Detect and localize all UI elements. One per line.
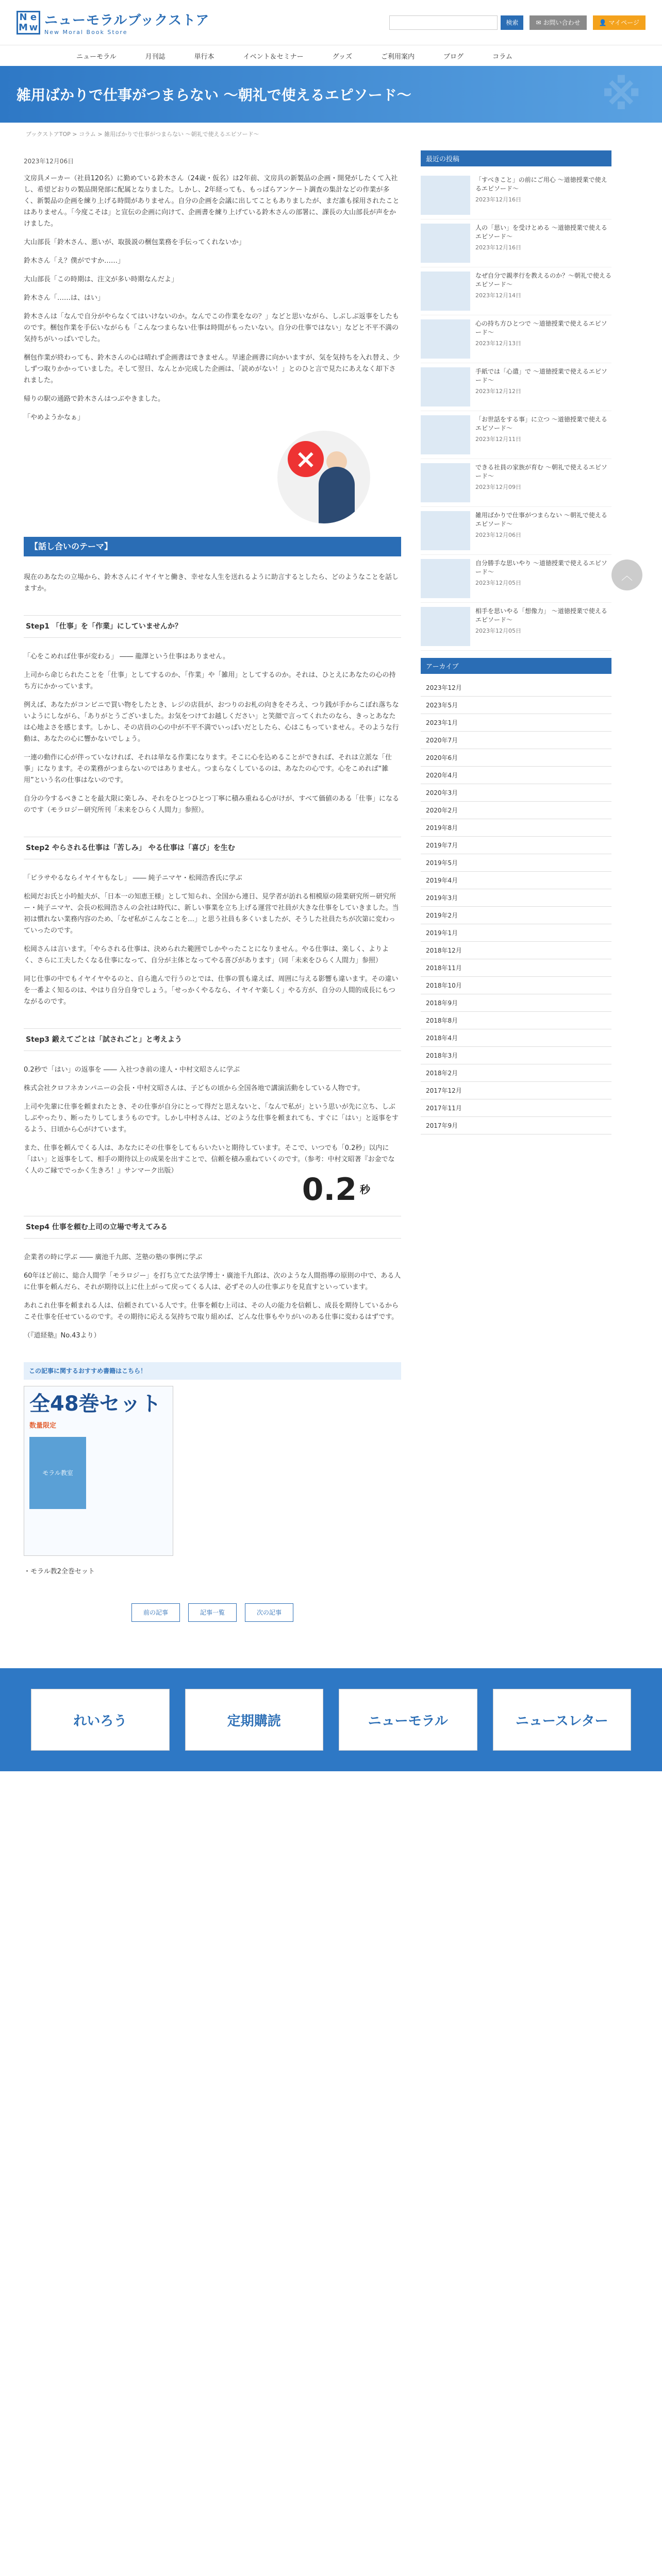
logo-mark-icon: N e M w <box>16 11 40 35</box>
archive-item[interactable]: 2018年2月 <box>421 1064 611 1082</box>
post-title: 「お世話をする事」に立つ ～道徳授業で使えるエピソード～ <box>475 416 607 432</box>
article-paragraph: 一連の動作に心が伴っていなければ、それは単なる作業になります。そこに心を込めることができれば、それは立派な「仕事」になります。その業務がつまらないのではありません。つまらなくしているのは、あなたの心です。心をこめれば“雑用”という名の仕事はないのです。 <box>24 754 392 784</box>
post-title: なぜ自分で親孝行を教えるのか？～朝礼で使えるエピソード～ <box>475 272 612 288</box>
post-thumbnail <box>421 607 470 646</box>
illustration <box>24 431 370 523</box>
contact-button[interactable]: ✉ お問い合わせ <box>529 15 586 30</box>
search-button[interactable]: 検索 <box>501 15 523 30</box>
archive-item[interactable]: 2019年1月 <box>421 924 611 942</box>
archive-item[interactable]: 2019年8月 <box>421 819 611 837</box>
illustration-circle <box>277 431 370 523</box>
nav-item-guide[interactable]: ご利用案内 <box>381 53 415 61</box>
person-body <box>319 467 355 523</box>
main-nav <box>0 45 662 66</box>
next-article-button[interactable]: 次の記事 <box>245 1603 293 1622</box>
post-date: 2023年12月05日 <box>475 628 521 634</box>
recent-post-item[interactable] <box>421 459 611 507</box>
archive-item[interactable]: 2019年3月 <box>421 889 611 907</box>
recent-post-item[interactable] <box>421 315 611 363</box>
search-area <box>389 15 646 30</box>
archive-item[interactable]: 2023年5月 <box>421 697 611 714</box>
page-hero <box>0 66 662 123</box>
archive-item[interactable]: 2023年12月 <box>421 679 611 697</box>
nav-item-books[interactable]: 単行本 <box>194 53 214 61</box>
nav-item-events[interactable]: イベント＆セミナー <box>243 53 304 61</box>
archive-item[interactable]: 2019年4月 <box>421 872 611 889</box>
archive-item[interactable]: 2018年3月 <box>421 1047 611 1064</box>
article-paragraph: 株式会社クロフネカンパニーの会長・中村文昭さんは、子どもの頃から全国各地で講演活動をしている人物です。 <box>24 1084 365 1092</box>
archive-item[interactable]: 2018年11月 <box>421 959 611 977</box>
cross-icon: × <box>288 441 324 477</box>
post-thumbnail <box>421 463 470 502</box>
post-title: 人の「思い」を受けとめる ～道徳授業で使えるエピソード～ <box>475 224 607 240</box>
article-paragraph: また、仕事を頼んでくる人は、あなたにその仕事をしてもらいたいと期待しています。そこで、いつでも「0.2秒」以内に「はい」と返事をして、相手の期待以上の成果を出すことで、信頼を積み重ねていくのです。（参考：中村文昭著『お金でなく人のご縁ででっかく生きろ！』サンマーク出版） <box>24 1144 395 1175</box>
book-cover: モラル教室 <box>29 1437 86 1509</box>
back-to-top-button[interactable] <box>611 560 642 590</box>
post-title: できる社員の家族が育む ～朝礼で使えるエピソード～ <box>475 464 607 480</box>
post-title: 手紙では「心遣」で ～道徳授業で使えるエピソード～ <box>475 368 607 384</box>
article-paragraph: 鈴木さんは「なんで自分がやらなくてはいけないのか。なんでこの作業をなの？」などと思いながら、しぶしぶ返事をしたものです。梱包作業を手伝いながらも「こんなつまらない仕事は時間がもったいない。自分の仕事ではない」などと不平不満の気持ちがいっぱいでした。 <box>24 313 400 343</box>
recent-post-item[interactable] <box>421 555 611 603</box>
nav-item-newmoral[interactable]: ニューモラル <box>76 53 117 61</box>
article-paragraph: 60年ほど前に、総合人間学「モラロジー」を打ち立てた法学博士・廣池千九郎は、次のような人間指導の原則の中で、ある人に仕事を頼んだら、それが期待以上に仕上がって戻ってくる人は、必ずその人の仕事ぶりを見直すといっています。 <box>24 1272 401 1291</box>
promo-link[interactable]: ・モラル教2全巻セット <box>24 1568 95 1575</box>
archive-item[interactable]: 2017年12月 <box>421 1082 611 1099</box>
seconds-label: 0.2 秒 <box>302 1172 370 1208</box>
archive-item[interactable]: 2018年9月 <box>421 994 611 1012</box>
step1-heading: Step1 「仕事」を「作業」にしていませんか？ <box>24 615 401 638</box>
post-title: 「すべきこと」の前にご用心 ～道徳授業で使えるエピソード～ <box>475 176 607 192</box>
archive-item[interactable]: 2019年2月 <box>421 907 611 924</box>
post-title: 相手を思いやる「想像力」 ～道徳授業で使えるエピソード～ <box>475 607 607 623</box>
archive-item[interactable]: 2020年6月 <box>421 749 611 767</box>
recent-post-item[interactable] <box>421 172 611 219</box>
mypage-button[interactable]: 👤 マイページ <box>593 15 646 30</box>
book-promo-title: 全48巻セット <box>29 1392 161 1416</box>
article-paragraph: 現在のあなたの立場から、鈴木さんにイヤイヤと働き、幸せな人生を送れるように助言するとしたら、どのようなことを話しますか。 <box>24 573 399 592</box>
site-logo[interactable] <box>16 10 209 36</box>
step2-heading: Step2 やらされる仕事は「苦しみ」 やる仕事は「喜び」を生む <box>24 837 401 859</box>
article-paragraph: 上司や先輩に仕事を頼まれたとき、その仕事が自分にとって得だと思えないと、「なんで私が」という思いが先に立ち、しぶしぶやったり、断ったりしてしまうものです。しかし中村さんは、どのような仕事を頼まれても、すぐに「はい」と返事をするよう、日頃から心がけています。 <box>24 1103 399 1133</box>
recent-post-item[interactable] <box>421 267 611 315</box>
recent-post-item[interactable] <box>421 411 611 459</box>
article-paragraph: 松岡さんは言います。「やらされる仕事は、決められた範囲でしかやったことになりません。やる仕事は、楽しく、よりよく、さらに工夫したくなる仕事になって、自分が主体となってやる喜びがあります」（同「未来をひらく人間力」参照） <box>24 945 389 964</box>
post-thumbnail <box>421 319 470 359</box>
post-date: 2023年12月11日 <box>475 436 521 443</box>
user-icon: 👤 <box>599 19 607 26</box>
article-date: 2023年12月06日 <box>24 158 74 165</box>
archive-item[interactable]: 2017年11月 <box>421 1099 611 1117</box>
archive-item[interactable]: 2018年10月 <box>421 977 611 994</box>
page-title: 雑用ばかりで仕事がつまらない ～朝礼で使えるエピソード～ <box>16 87 411 104</box>
article-quote: 「やめようかなぁ」 <box>24 414 85 421</box>
post-date: 2023年12月13日 <box>475 340 521 347</box>
breadcrumb[interactable]: ブックストアTOP > コラム > 雑用ばかりで仕事がつまらない ～朝礼で使えるエピソード～ <box>26 131 259 138</box>
recent-post-item[interactable] <box>421 603 611 651</box>
recent-post-item[interactable] <box>421 219 611 267</box>
article-paragraph: 例えば、あなたがコンビニで買い物をしたとき、レジの店員が、おつりのお札の向きをそろえ、つり銭が手からこぼれ落ちないようにしながら、「ありがとうございました。お気をつけてお越しください」と笑顔で言ってくれたのなら、きっとあなたは心地よさを感じます。しかし、その店員の心の中が不平不満でいっぱいだとしたら、心はこもっていません。そのような行動は、あなたの心に響かないでしょう。 <box>24 701 399 743</box>
article-paragraph: 梱包作業が終わっても、鈴木さんの心は晴れず企画書はできません。早速企画書に向かいますが、気を気持ちを入れ替え、少しずつ取りかかっていました。そして翌日、なんとか完成した企画は、「読めがない！」とのひと言で見たにあえなく却下されました。 <box>24 354 400 384</box>
archive-item[interactable]: 2023年1月 <box>421 714 611 732</box>
archive-item[interactable]: 2018年8月 <box>421 1012 611 1029</box>
logo-title: ニューモラルブックストア <box>44 12 210 28</box>
step4-heading: Step4 仕事を頼む上司の立場で考えてみる <box>24 1216 401 1239</box>
post-title: 自分勝手な思いやり ～道徳授業で使えるエピソード～ <box>475 560 607 575</box>
article-paragraph: 自分の今するべきことを最大限に楽しみ、それをひとつひとつ丁寧に積み重ねる心がけが、すべて価値のある「仕事」になるのです（モラロジー研究所刊「未来をひらく人間力」参照）。 <box>24 795 400 814</box>
article-paragraph: 帰りの駅の通路で鈴木さんはつぶやきました。 <box>24 395 165 403</box>
article-paragraph: 同じ仕事の中でもイヤイヤやるのと、自ら進んで行うのとでは、仕事の質も違えば、周囲に与える影響も違います。その違いを一番よく知るのは、やはり自分自身でしょう。「せっかくやるなら、イヤイヤ楽しく」やる方が、自分の人間的成長にもつながるのです。 <box>24 975 399 1006</box>
footer-banners <box>0 1668 662 1771</box>
banner-subscription[interactable]: 定期購読 <box>185 1689 324 1751</box>
post-thumbnail <box>421 176 470 215</box>
archive-item[interactable]: 2020年4月 <box>421 767 611 784</box>
site-header <box>0 0 662 45</box>
banner-newmoral[interactable]: ニューモラル <box>339 1689 477 1751</box>
step-quote: 0.2秒で「はい」の返事を ―― 入社つき前の達人・中村文昭さんに学ぶ <box>24 1066 240 1074</box>
article-source: （『道経塾』No.43より） <box>24 1332 101 1340</box>
dialogue-line: 大山部長「鈴木さん、悪いが、取扱説の梱包業務を手伝ってくれないか」 <box>24 239 245 246</box>
book-promo-card[interactable] <box>24 1386 173 1556</box>
sidebar <box>421 145 611 1653</box>
article <box>16 145 408 1653</box>
dialogue-line: 鈴木さん「え？僕がですか……」 <box>24 257 125 265</box>
promo-area <box>24 1386 401 1556</box>
archive-item[interactable]: 2020年7月 <box>421 732 611 749</box>
post-date: 2023年12月06日 <box>475 532 521 538</box>
post-thumbnail <box>421 559 470 598</box>
archive-item[interactable]: 2019年5月 <box>421 854 611 872</box>
post-thumbnail <box>421 511 470 550</box>
seconds-illustration <box>24 1172 370 1208</box>
nav-item-column[interactable]: コラム <box>492 53 512 61</box>
archive-item[interactable]: 2017年9月 <box>421 1117 611 1134</box>
article-pager <box>24 1603 401 1622</box>
prev-article-button[interactable]: 前の記事 <box>131 1603 180 1622</box>
post-date: 2023年12月12日 <box>475 388 521 395</box>
dialogue-line: 大山部長「この時期は、注文が多い時期なんだよ」 <box>24 276 178 283</box>
chevron-up-icon: ︿ <box>621 569 633 583</box>
step3-heading: Step3 鍛えてごとは「試されごと」と考えよう <box>24 1028 401 1051</box>
book-promo-badge: 数量限定 <box>29 1422 57 1430</box>
article-list-button[interactable]: 記事一覧 <box>188 1603 237 1622</box>
post-date: 2023年12月09日 <box>475 484 521 490</box>
post-thumbnail <box>421 272 470 311</box>
article-paragraph: 文房具メーカー（社員120名）に勤めている鈴木さん（24歳・仮名）は2年前、文房具の新製品の企画・開発がしたくて入社し、希望どおりの製品開発部に配属となりました。しかし、2年経っても、もっぱらアンケート調査の集計などの作業が多く、新製品の企画を練り上げる時間がありません。自分の企画を会議に出してこともありましたが、まだ誰も採用されたことはありません。「今度こそは」と宣伝の企画に向けて、企画書を練り上げている鈴木さんの部署に、課長の大山部長が声をかけました。 <box>24 175 400 228</box>
article-paragraph: 上司から命じられたことを「仕事」としてするのか、「作業」や「雑用」としてするのか。それは、ひとえにあなたの心の持ち方にかかっています。 <box>24 671 396 690</box>
step-quote: 「心をこめれば仕事が変わる」 ―― 龍澤という仕事はありません。 <box>24 653 230 660</box>
post-title: 心の持ち方ひとつで ～道徳授業で使えるエピソード～ <box>475 320 607 336</box>
recent-posts-heading: 最近の投稿 <box>421 150 611 166</box>
recent-post-item[interactable] <box>421 363 611 411</box>
promo-heading: この記事に関するおすすめ書籍はこちら！ <box>24 1362 401 1380</box>
archive-item[interactable]: 2019年7月 <box>421 837 611 854</box>
archive-heading: アーカイブ <box>421 658 611 674</box>
post-thumbnail <box>421 367 470 406</box>
post-date: 2023年12月05日 <box>475 580 521 586</box>
theme-heading: 【話し合いのテーマ】 <box>24 537 401 556</box>
banner-newsletter[interactable]: ニュースレター <box>493 1689 632 1751</box>
archive-item[interactable]: 2018年12月 <box>421 942 611 959</box>
mail-icon: ✉ <box>536 19 541 26</box>
banner-reirou[interactable]: れいろう <box>31 1689 170 1751</box>
hero-decoration: ※ <box>601 71 641 119</box>
step-quote: 企業者の時に学ぶ ―― 廣池千九郎、芝塾の塾の事例に学ぶ <box>24 1253 203 1261</box>
post-thumbnail <box>421 415 470 454</box>
nav-item-goods[interactable]: グッズ <box>332 53 353 61</box>
post-date: 2023年12月16日 <box>475 196 521 203</box>
post-thumbnail <box>421 224 470 263</box>
article-paragraph: あれこれ仕事を頼まれる人は、信頼されている人です。仕事を頼む上司は、その人の能力を信頼し、成長を期待しているからこそ仕事を任せているのです。その期待に応える気持ちで取り組めば、どんな仕事もやりがいのある仕事に変わるはずです。 <box>24 1302 399 1321</box>
article-paragraph: 松岡だお氏と小吟鮭夫が、「日本一の知恵王様」として知られ、全国から連日、見学者が訪れる相模原の陸業研究所ー研究所ー・純子ニマヤ、会長の松岡浩さんの会社は時代に、新しい事業を立ち上げる運営で社員が大きな仕事をしていきました。当初は慣れない業務内容のため、「なぜ私がこんなことを…」と思う社員も多くいましたが、そうした社員たちが次第に変わっていったのです。 <box>24 893 399 935</box>
archive-item[interactable]: 2018年4月 <box>421 1029 611 1047</box>
nav-item-blog[interactable]: ブログ <box>443 53 464 61</box>
logo-subtitle: New Moral Book Store <box>44 28 128 36</box>
archive-item[interactable]: 2020年3月 <box>421 784 611 802</box>
post-title: 雑用ばかりで仕事がつまらない ～朝礼で使えるエピソード～ <box>475 512 607 528</box>
dialogue-line: 鈴木さん「……は、はい」 <box>24 294 105 302</box>
recent-post-item[interactable] <box>421 507 611 555</box>
post-date: 2023年12月16日 <box>475 244 521 251</box>
step-quote: 「ピラサやるならイヤイヤもなし」 ―― 純子ニマヤ・松岡浩香氏に学ぶ <box>24 874 242 882</box>
search-input[interactable] <box>389 15 498 30</box>
archive-item[interactable]: 2020年2月 <box>421 802 611 819</box>
nav-item-monthly[interactable]: 月刊誌 <box>145 53 166 61</box>
post-date: 2023年12月14日 <box>475 292 521 299</box>
